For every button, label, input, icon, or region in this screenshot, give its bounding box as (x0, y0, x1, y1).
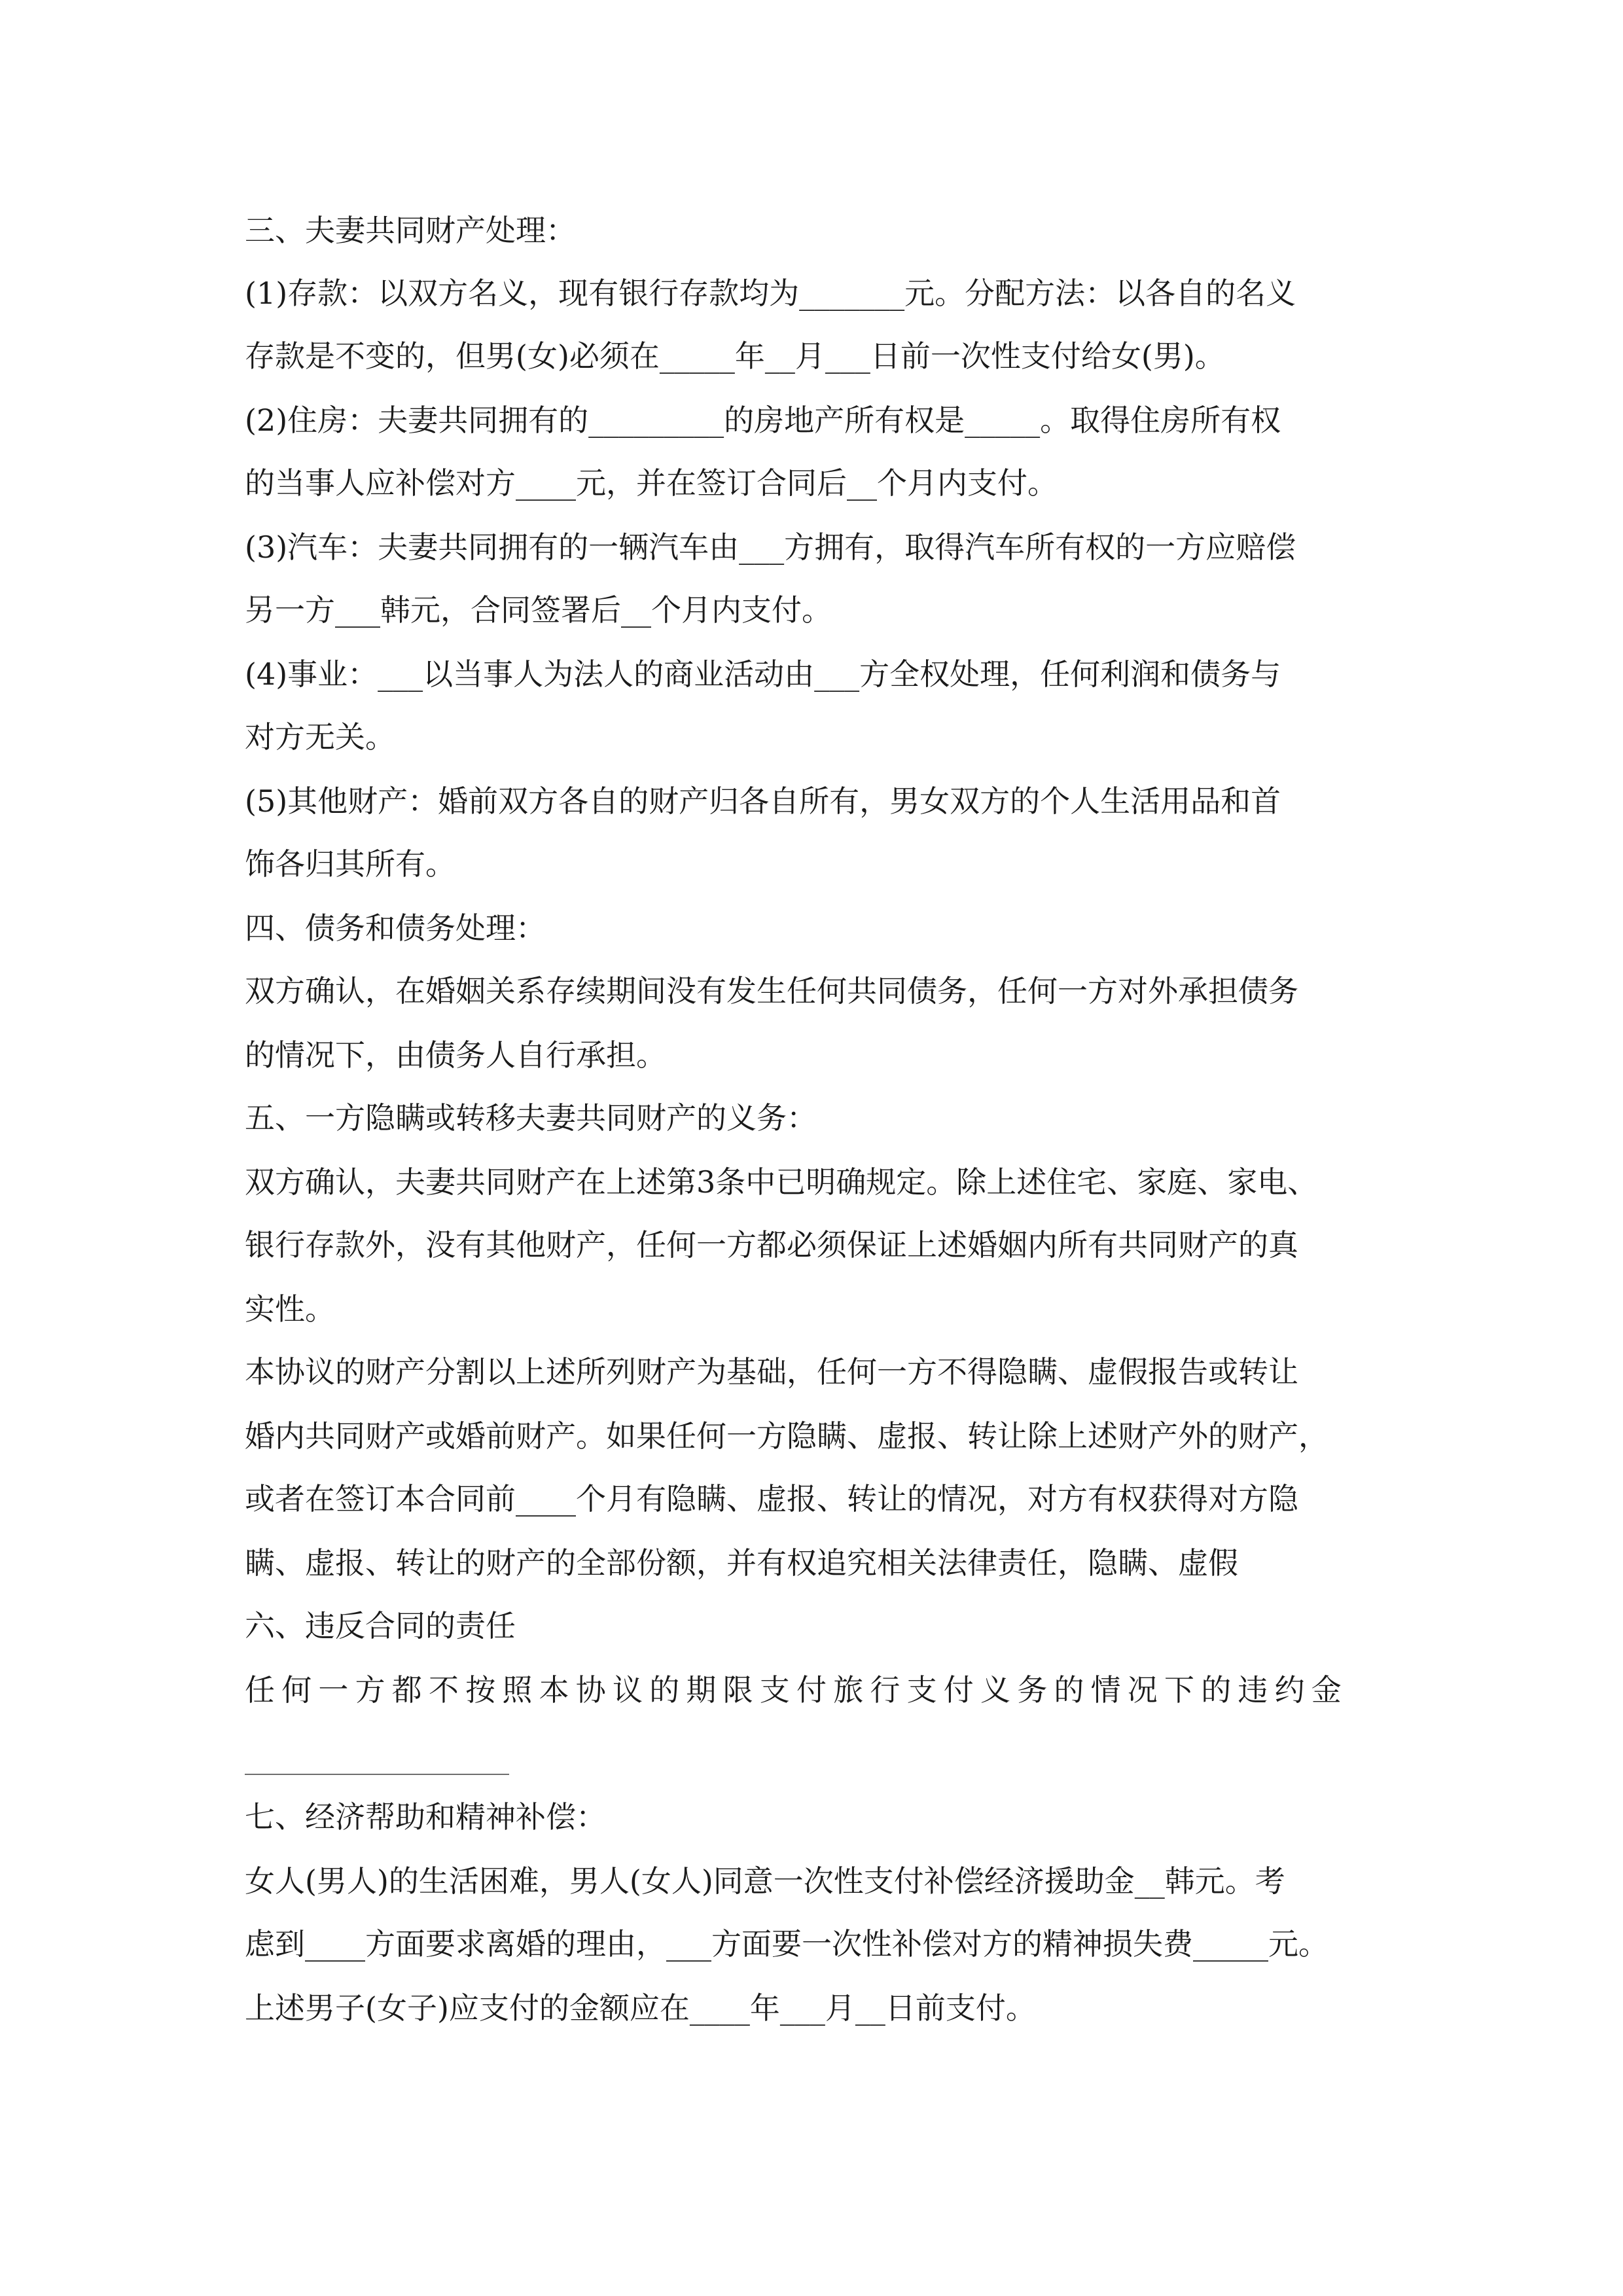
text-line: 实性。 (245, 1291, 335, 1327)
text-line: 瞒、虚报、转让的财产的全部份额，并有权追究相关法律责任，隐瞒、虚假 (245, 1545, 1238, 1581)
blank-underline (245, 1774, 509, 1775)
text-line: 的情况下，由债务人自行承担。 (245, 1037, 666, 1073)
section-heading-5: 五、一方隐瞒或转移夫妻共同财产的义务： (245, 1100, 817, 1136)
text-line: 任何一方都不按照本协议的期限支付旅行支付义务的情况下的违约金 (245, 1672, 1348, 1708)
text-line: (2)住房：夫妻共同拥有的_________的房地产所有权是_____。取得住房所有权 (245, 403, 1281, 438)
text-line: 女人(男人)的生活困难，男人(女人)同意一次性支付补偿经济援助金__韩元。考 (245, 1863, 1285, 1899)
text-line: 对方无关。 (245, 719, 395, 755)
section-heading-4: 四、债务和债务处理： (245, 910, 546, 946)
text-line: 银行存款外，没有其他财产，任何一方都必须保证上述婚姻内所有共同财产的真 (245, 1227, 1298, 1263)
text-line: 的当事人应补偿对方____元，并在签订合同后__个月内支付。 (245, 465, 1058, 501)
text-line: (1)存款：以双方名义，现有银行存款均为_______元。分配方法：以各自的名义 (245, 276, 1296, 311)
text-line: 本协议的财产分割以上述所列财产为基础，任何一方不得隐瞒、虚假报告或转让 (245, 1354, 1298, 1390)
text-line: 上述男子(女子)应支付的金额应在____年___月__日前支付。 (245, 1990, 1036, 2026)
text-line: 虑到____方面要求离婚的理由，___方面要一次性补偿对方的精神损失费_____元。 (245, 1926, 1329, 1962)
section-heading-7: 七、经济帮助和精神补偿： (245, 1799, 606, 1835)
text-line: 另一方___韩元，合同签署后__个月内支付。 (245, 592, 832, 628)
text-line: (3)汽车：夫妻共同拥有的一辆汽车由___方拥有，取得汽车所有权的一方应赔偿 (245, 529, 1296, 565)
text-line: (5)其他财产：婚前双方各自的财产归各自所有，男女双方的个人生活用品和首 (245, 783, 1281, 819)
text-line: 或者在签订本合同前____个月有隐瞒、虚报、转让的情况，对方有权获得对方隐 (245, 1481, 1298, 1516)
section-heading-3: 三、夫妻共同财产处理： (245, 213, 576, 248)
text-line: 婚内共同财产或婚前财产。如果任何一方隐瞒、虚报、转让除上述财产外的财产， (245, 1418, 1329, 1454)
text-line: (4)事业：___以当事人为法人的商业活动由___方全权处理，任何利润和债务与 (245, 656, 1281, 692)
text-line: 双方确认，夫妻共同财产在上述第3条中已明确规定。除上述住宅、家庭、家电、 (245, 1164, 1318, 1200)
text-line: 存款是不变的，但男(女)必须在_____年__月___日前一次性支付给女(男)。 (245, 338, 1225, 374)
text-line: 饰各归其所有。 (245, 846, 455, 882)
section-heading-6: 六、违反合同的责任 (245, 1608, 516, 1643)
text-line: 双方确认，在婚姻关系存续期间没有发生任何共同债务，任何一方对外承担债务 (245, 973, 1298, 1009)
